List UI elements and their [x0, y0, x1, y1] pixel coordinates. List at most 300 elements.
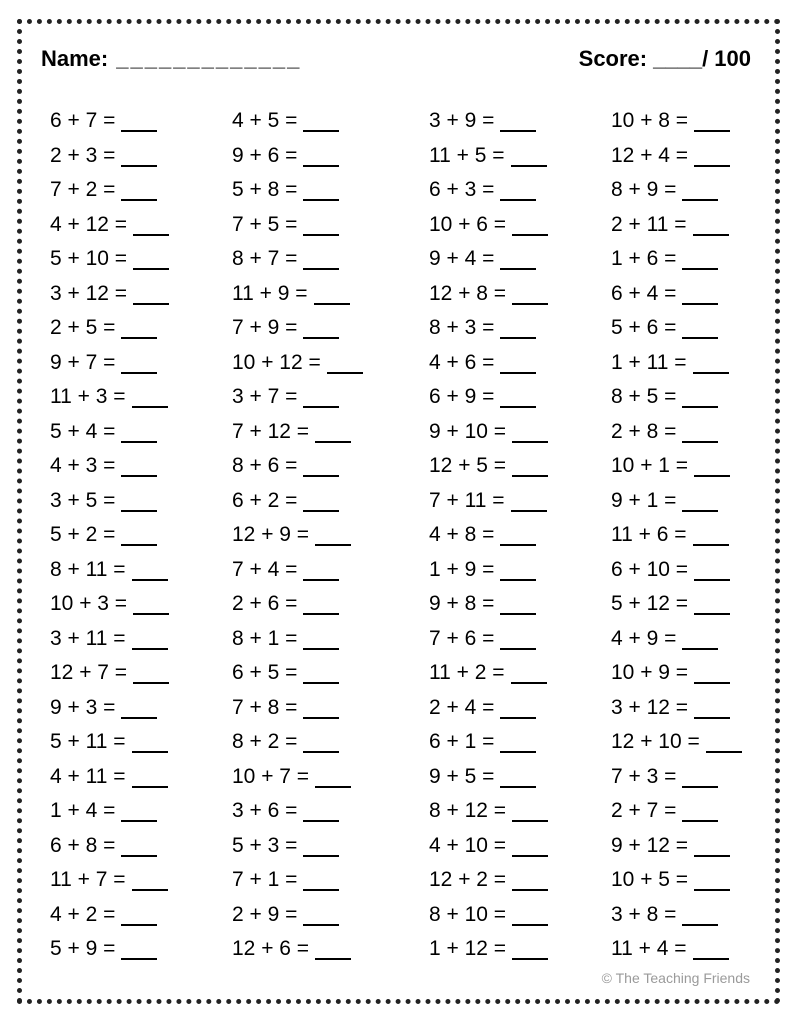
answer-blank[interactable] [500, 248, 536, 270]
problem-item [232, 173, 429, 208]
answer-blank[interactable] [315, 938, 351, 960]
problem-equation: 4 + 10 = [429, 833, 507, 857]
problem-equation: 2 + 3 = [50, 143, 116, 167]
answer-blank[interactable] [121, 490, 157, 512]
answer-blank[interactable] [500, 524, 536, 546]
problem-equation: 6 + 2 = [232, 488, 298, 512]
problem-item [50, 311, 232, 346]
problem-equation: 12 + 4 = [611, 143, 689, 167]
answer-blank[interactable] [500, 110, 536, 132]
problem-item [50, 449, 232, 484]
answer-blank[interactable] [303, 179, 339, 201]
problem-item [429, 277, 611, 312]
problem-equation: 5 + 11 = [50, 730, 126, 754]
answer-blank[interactable] [132, 869, 168, 891]
answer-blank[interactable] [512, 455, 548, 477]
answer-blank[interactable] [121, 352, 157, 374]
answer-blank[interactable] [694, 869, 730, 891]
problem-item [429, 346, 611, 381]
problem-item [429, 311, 611, 346]
answer-blank[interactable] [682, 421, 718, 443]
answer-blank[interactable] [500, 593, 536, 615]
problem-equation: 3 + 6 = [232, 799, 298, 823]
answer-blank[interactable] [303, 697, 339, 719]
problem-item [611, 518, 760, 553]
problem-item [50, 484, 232, 519]
problem-item [611, 346, 760, 381]
answer-blank[interactable] [132, 628, 168, 650]
problem-equation: 6 + 5 = [232, 661, 298, 685]
answer-blank[interactable] [500, 731, 536, 753]
problem-item [232, 380, 429, 415]
problem-item [50, 587, 232, 622]
problem-equation: 2 + 9 = [232, 902, 298, 926]
problem-equation: 9 + 3 = [50, 695, 116, 719]
problem-item [611, 449, 760, 484]
problem-equation: 11 + 4 = [611, 937, 687, 961]
answer-blank[interactable] [693, 938, 729, 960]
answer-blank[interactable] [694, 455, 730, 477]
answer-blank[interactable] [121, 317, 157, 339]
problem-equation: 12 + 10 = [611, 730, 700, 754]
problem-item [611, 208, 760, 243]
problem-equation: 11 + 3 = [50, 385, 126, 409]
problem-item [50, 932, 232, 967]
problem-equation: 7 + 3 = [611, 764, 677, 788]
problem-item [232, 449, 429, 484]
problem-item [232, 932, 429, 967]
problem-equation: 8 + 11 = [50, 557, 126, 581]
answer-blank[interactable] [303, 835, 339, 857]
problem-item [232, 208, 429, 243]
answer-blank[interactable] [121, 179, 157, 201]
answer-blank[interactable] [133, 283, 169, 305]
problem-equation: 9 + 10 = [429, 419, 507, 443]
answer-blank[interactable] [132, 766, 168, 788]
answer-blank[interactable] [133, 214, 169, 236]
answer-blank[interactable] [500, 559, 536, 581]
problem-equation: 7 + 1 = [232, 868, 298, 892]
problem-item [429, 139, 611, 174]
problem-equation: 8 + 12 = [429, 799, 507, 823]
problem-item [429, 380, 611, 415]
problem-item [429, 449, 611, 484]
answer-blank[interactable] [327, 352, 363, 374]
answer-blank[interactable] [303, 386, 339, 408]
problem-item [611, 760, 760, 795]
problem-equation: 6 + 8 = [50, 833, 116, 857]
problem-item [50, 725, 232, 760]
problem-item [429, 898, 611, 933]
answer-blank[interactable] [303, 455, 339, 477]
problem-item [50, 656, 232, 691]
problem-equation: 2 + 4 = [429, 695, 495, 719]
problem-item [611, 242, 760, 277]
problem-equation: 5 + 12 = [611, 592, 689, 616]
problem-equation: 4 + 12 = [50, 212, 128, 236]
problem-equation: 3 + 9 = [429, 109, 495, 133]
score-blank[interactable]: ____/ 100 [653, 46, 751, 71]
problem-item [232, 415, 429, 450]
problem-equation: 10 + 8 = [611, 109, 689, 133]
answer-blank[interactable] [303, 800, 339, 822]
problem-equation: 10 + 1 = [611, 454, 689, 478]
score-label: Score: [578, 46, 648, 71]
problem-equation: 8 + 6 = [232, 454, 298, 478]
problem-item [429, 656, 611, 691]
problem-equation: 7 + 12 = [232, 419, 310, 443]
problem-item [429, 622, 611, 657]
answer-blank[interactable] [500, 766, 536, 788]
answer-blank[interactable] [303, 593, 339, 615]
problem-item [429, 932, 611, 967]
problem-item [429, 691, 611, 726]
answer-blank[interactable] [500, 179, 536, 201]
answer-blank[interactable] [121, 904, 157, 926]
answer-blank[interactable] [694, 662, 730, 684]
answer-blank[interactable] [694, 697, 730, 719]
answer-blank[interactable] [132, 731, 168, 753]
problem-equation: 9 + 1 = [611, 488, 677, 512]
problem-equation: 3 + 8 = [611, 902, 677, 926]
problem-item [50, 242, 232, 277]
problem-item [611, 587, 760, 622]
problem-equation: 12 + 6 = [232, 937, 310, 961]
problem-item [232, 829, 429, 864]
problem-grid [50, 104, 760, 967]
answer-blank[interactable] [500, 352, 536, 374]
problem-item [429, 242, 611, 277]
problem-equation: 4 + 8 = [429, 523, 495, 547]
problem-equation: 10 + 12 = [232, 350, 321, 374]
answer-blank[interactable] [682, 904, 718, 926]
answer-blank[interactable] [121, 524, 157, 546]
problem-equation: 4 + 2 = [50, 902, 116, 926]
problem-equation: 5 + 8 = [232, 178, 298, 202]
answer-blank[interactable] [121, 145, 157, 167]
answer-blank[interactable] [694, 145, 730, 167]
problem-item [611, 898, 760, 933]
answer-blank[interactable] [121, 455, 157, 477]
worksheet-header [41, 42, 751, 76]
problem-equation: 6 + 4 = [611, 281, 677, 305]
answer-blank[interactable] [303, 869, 339, 891]
problem-equation: 7 + 4 = [232, 557, 298, 581]
problem-item [50, 104, 232, 139]
answer-blank[interactable] [512, 421, 548, 443]
problem-item [611, 863, 760, 898]
problem-equation: 3 + 12 = [611, 695, 689, 719]
problem-item [232, 484, 429, 519]
answer-blank[interactable] [694, 835, 730, 857]
answer-blank[interactable] [512, 904, 548, 926]
problem-equation: 11 + 7 = [50, 868, 126, 892]
problem-item [232, 863, 429, 898]
problem-item [429, 863, 611, 898]
problem-item [232, 139, 429, 174]
answer-blank[interactable] [694, 110, 730, 132]
answer-blank[interactable] [682, 386, 718, 408]
problem-equation: 7 + 11 = [429, 488, 505, 512]
problem-equation: 4 + 11 = [50, 764, 126, 788]
problem-item [232, 104, 429, 139]
answer-blank[interactable] [512, 214, 548, 236]
answer-blank[interactable] [500, 697, 536, 719]
problem-item [50, 794, 232, 829]
problem-equation: 10 + 6 = [429, 212, 507, 236]
problem-equation: 1 + 12 = [429, 937, 507, 961]
answer-blank[interactable] [303, 904, 339, 926]
answer-blank[interactable] [303, 490, 339, 512]
copyright-notice: © The Teaching Friends [601, 970, 750, 986]
problem-item [50, 518, 232, 553]
problem-item [429, 173, 611, 208]
problem-equation: 9 + 7 = [50, 350, 116, 374]
answer-blank[interactable] [315, 421, 351, 443]
answer-blank[interactable] [133, 248, 169, 270]
problem-equation: 10 + 3 = [50, 592, 128, 616]
answer-blank[interactable] [682, 283, 718, 305]
name-field [41, 46, 301, 72]
problem-equation: 6 + 10 = [611, 557, 689, 581]
problem-item [429, 794, 611, 829]
answer-blank[interactable] [512, 835, 548, 857]
problem-equation: 1 + 11 = [611, 350, 687, 374]
answer-blank[interactable] [511, 145, 547, 167]
answer-blank[interactable] [706, 731, 742, 753]
answer-blank[interactable] [682, 490, 718, 512]
problem-item [50, 829, 232, 864]
answer-blank[interactable] [512, 800, 548, 822]
problem-equation: 7 + 6 = [429, 626, 495, 650]
answer-blank[interactable] [303, 145, 339, 167]
problem-item [232, 760, 429, 795]
problem-equation: 6 + 1 = [429, 730, 495, 754]
problem-equation: 3 + 5 = [50, 488, 116, 512]
answer-blank[interactable] [303, 628, 339, 650]
answer-blank[interactable] [694, 593, 730, 615]
problem-item [50, 208, 232, 243]
problem-item [232, 277, 429, 312]
problem-equation: 12 + 9 = [232, 523, 310, 547]
problem-equation: 10 + 7 = [232, 764, 310, 788]
problem-item [50, 760, 232, 795]
problem-equation: 9 + 8 = [429, 592, 495, 616]
problem-item [232, 725, 429, 760]
problem-item [611, 484, 760, 519]
answer-blank[interactable] [121, 110, 157, 132]
problem-equation: 9 + 6 = [232, 143, 298, 167]
problem-equation: 7 + 2 = [50, 178, 116, 202]
answer-blank[interactable] [682, 248, 718, 270]
problem-equation: 7 + 8 = [232, 695, 298, 719]
answer-blank[interactable] [682, 766, 718, 788]
problem-equation: 3 + 11 = [50, 626, 126, 650]
answer-blank[interactable] [132, 559, 168, 581]
problem-equation: 4 + 9 = [611, 626, 677, 650]
problem-item [611, 691, 760, 726]
problem-item [429, 415, 611, 450]
problem-item [611, 622, 760, 657]
problem-equation: 10 + 5 = [611, 868, 689, 892]
problem-item [611, 725, 760, 760]
problem-equation: 5 + 2 = [50, 523, 116, 547]
answer-blank[interactable] [132, 386, 168, 408]
problem-equation: 1 + 9 = [429, 557, 495, 581]
problem-equation: 6 + 9 = [429, 385, 495, 409]
problem-equation: 7 + 5 = [232, 212, 298, 236]
problem-item [232, 898, 429, 933]
answer-blank[interactable] [694, 559, 730, 581]
problem-equation: 11 + 2 = [429, 661, 505, 685]
problem-equation: 5 + 9 = [50, 937, 116, 961]
answer-blank[interactable] [682, 800, 718, 822]
answer-blank[interactable] [303, 248, 339, 270]
problem-item [611, 656, 760, 691]
problem-equation: 6 + 3 = [429, 178, 495, 202]
problem-equation: 11 + 5 = [429, 143, 505, 167]
problem-item [429, 725, 611, 760]
answer-blank[interactable] [693, 524, 729, 546]
answer-blank[interactable] [303, 214, 339, 236]
problem-equation: 9 + 5 = [429, 764, 495, 788]
problem-equation: 12 + 2 = [429, 868, 507, 892]
problem-equation: 5 + 10 = [50, 247, 128, 271]
problem-item [232, 311, 429, 346]
problem-equation: 5 + 3 = [232, 833, 298, 857]
problem-item [611, 380, 760, 415]
answer-blank[interactable] [303, 662, 339, 684]
problem-equation: 12 + 7 = [50, 661, 128, 685]
problem-equation: 8 + 2 = [232, 730, 298, 754]
problem-equation: 2 + 6 = [232, 592, 298, 616]
problem-item [232, 553, 429, 588]
problem-item [232, 346, 429, 381]
problem-item [232, 691, 429, 726]
problem-item [611, 932, 760, 967]
problem-equation: 9 + 12 = [611, 833, 689, 857]
problem-item [50, 139, 232, 174]
problem-equation: 4 + 5 = [232, 109, 298, 133]
answer-blank[interactable] [315, 766, 351, 788]
problem-item [50, 277, 232, 312]
answer-blank[interactable] [512, 869, 548, 891]
problem-item [611, 311, 760, 346]
answer-blank[interactable] [303, 317, 339, 339]
answer-blank[interactable] [303, 731, 339, 753]
problem-equation: 2 + 7 = [611, 799, 677, 823]
name-blank[interactable]: _____________ [116, 46, 302, 71]
answer-blank[interactable] [315, 524, 351, 546]
problem-item [50, 691, 232, 726]
problem-item [429, 484, 611, 519]
answer-blank[interactable] [682, 179, 718, 201]
problem-equation: 6 + 7 = [50, 109, 116, 133]
problem-item [50, 553, 232, 588]
answer-blank[interactable] [511, 662, 547, 684]
answer-blank[interactable] [500, 628, 536, 650]
problem-equation: 9 + 4 = [429, 247, 495, 271]
problem-item [611, 173, 760, 208]
problem-equation: 8 + 10 = [429, 902, 507, 926]
answer-blank[interactable] [693, 352, 729, 374]
answer-blank[interactable] [500, 317, 536, 339]
problem-item [611, 829, 760, 864]
answer-blank[interactable] [314, 283, 350, 305]
answer-blank[interactable] [511, 490, 547, 512]
problem-item [429, 760, 611, 795]
problem-equation: 11 + 6 = [611, 523, 687, 547]
problem-equation: 5 + 4 = [50, 419, 116, 443]
problem-equation: 12 + 8 = [429, 281, 507, 305]
problem-equation: 8 + 5 = [611, 385, 677, 409]
name-label: Name: [41, 46, 109, 71]
problem-equation: 4 + 3 = [50, 454, 116, 478]
problem-equation: 2 + 11 = [611, 212, 687, 236]
problem-item [50, 622, 232, 657]
problem-item [611, 553, 760, 588]
problem-item [232, 518, 429, 553]
problem-equation: 8 + 9 = [611, 178, 677, 202]
answer-blank[interactable] [121, 938, 157, 960]
problem-equation: 4 + 6 = [429, 350, 495, 374]
problem-item [429, 587, 611, 622]
answer-blank[interactable] [303, 559, 339, 581]
problem-item [429, 518, 611, 553]
problem-equation: 10 + 9 = [611, 661, 689, 685]
problem-item [50, 898, 232, 933]
answer-blank[interactable] [121, 421, 157, 443]
problem-item [611, 277, 760, 312]
answer-blank[interactable] [682, 628, 718, 650]
answer-blank[interactable] [693, 214, 729, 236]
problem-equation: 11 + 9 = [232, 281, 308, 305]
problem-item [429, 104, 611, 139]
answer-blank[interactable] [121, 835, 157, 857]
answer-blank[interactable] [500, 386, 536, 408]
problem-item [429, 829, 611, 864]
answer-blank[interactable] [303, 110, 339, 132]
problem-equation: 8 + 3 = [429, 316, 495, 340]
problem-equation: 5 + 6 = [611, 316, 677, 340]
problem-equation: 12 + 5 = [429, 454, 507, 478]
problem-equation: 1 + 4 = [50, 799, 116, 823]
problem-item [50, 346, 232, 381]
problem-item [232, 794, 429, 829]
problem-equation: 1 + 6 = [611, 247, 677, 271]
problem-equation: 8 + 1 = [232, 626, 298, 650]
answer-blank[interactable] [121, 800, 157, 822]
answer-blank[interactable] [133, 662, 169, 684]
answer-blank[interactable] [121, 697, 157, 719]
answer-blank[interactable] [512, 283, 548, 305]
answer-blank[interactable] [512, 938, 548, 960]
problem-item [611, 104, 760, 139]
problem-equation: 7 + 9 = [232, 316, 298, 340]
problem-item [429, 553, 611, 588]
score-field [579, 46, 751, 72]
answer-blank[interactable] [682, 317, 718, 339]
problem-item [232, 656, 429, 691]
answer-blank[interactable] [133, 593, 169, 615]
problem-item [50, 380, 232, 415]
problem-item [611, 415, 760, 450]
problem-equation: 3 + 12 = [50, 281, 128, 305]
problem-equation: 8 + 7 = [232, 247, 298, 271]
problem-equation: 2 + 8 = [611, 419, 677, 443]
problem-item [611, 794, 760, 829]
problem-item [232, 622, 429, 657]
